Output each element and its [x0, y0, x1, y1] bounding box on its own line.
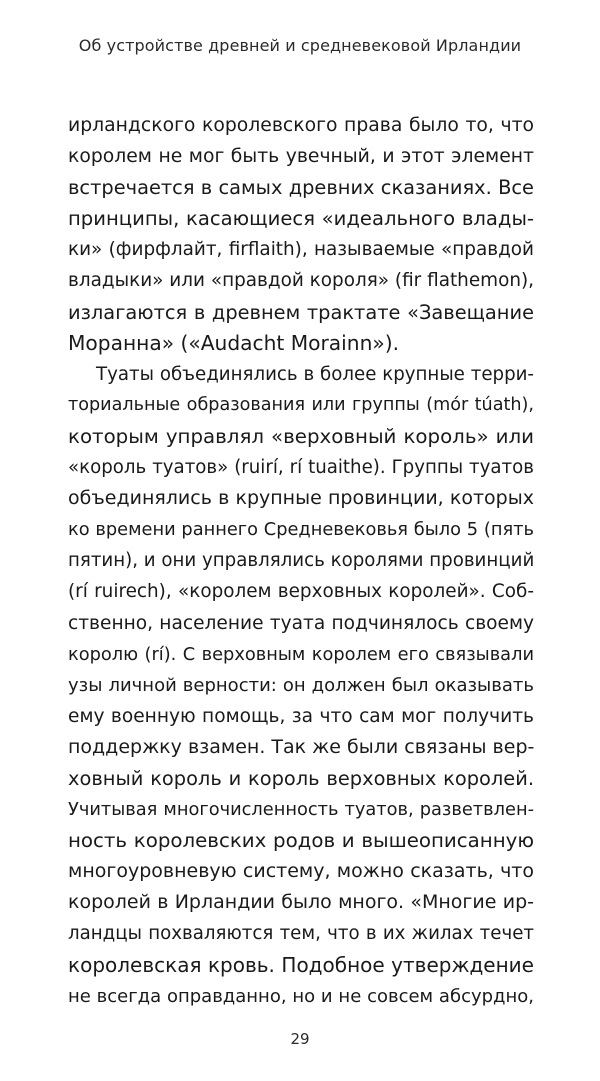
text-line: ко времени раннего Средневековья было 5 (пять: [68, 519, 534, 541]
text-line: владыки» или «правдой короля» (fir flathemon),: [68, 270, 534, 292]
text-line: поддержку взамен. Так же были связаны вер-: [68, 735, 534, 758]
text-line: которым управлял «верховный король» или: [68, 424, 534, 448]
text-line: ки» (фирфлайт, firflaith), называемые «правдой: [68, 239, 534, 261]
text-line: «король туатов» (ruirí, rí tuaithe). Группы туатов: [68, 457, 534, 479]
text-line-paragraph-start: Туаты объединялись в более крупные терри-: [96, 363, 534, 385]
text-line: ториальные образования или группы (mór túath),: [68, 394, 534, 415]
text-line: королей в Ирландии было много. «Многие ир-: [68, 891, 534, 914]
text-line: многоуровневую систему, можно сказать, что: [68, 860, 534, 883]
text-line: излагаются в древнем трактате «Завещание: [68, 300, 534, 324]
body-text: [68, 110, 534, 1012]
running-header: Об устройстве древней и средневековой Ирландии: [78, 36, 522, 55]
text-line: ховный король и король верховных королей.: [68, 766, 534, 790]
text-line: не всегда оправданно, но и не совсем абсурдно,: [68, 985, 534, 1007]
text-line: ственно, население туата подчинялось своему: [68, 612, 534, 634]
text-line: пятин), и они управлялись королями провинций: [68, 550, 534, 572]
text-line: (rí ruirech), «королем верховных королей». Соб-: [68, 581, 534, 603]
text-line-paragraph-end: Моранна» («Audacht Morainn»).: [68, 330, 400, 355]
text-line: узы личной верности: он должен был оказывать: [68, 674, 534, 696]
text-line: объединялись в крупные провинции, которых: [68, 487, 534, 510]
text-line: Учитывая многочисленность туатов, разветвлен-: [68, 799, 534, 821]
text-line: встречается в самых древних сказаниях. Все: [68, 176, 534, 200]
text-line: принципы, касающиеся «идеального влады-: [68, 207, 534, 231]
text-line: ирландского королевского права было то, что: [68, 115, 534, 136]
text-line: королю (rí). С верховным королем его связывали: [68, 643, 534, 665]
text-line: королем не мог быть увечный, и этот элемент: [68, 146, 534, 168]
page-number: 29: [290, 1030, 310, 1048]
text-line: ландцы похваляются тем, что в их жилах течет: [68, 923, 534, 945]
text-line: ему военную помощь, за что сам мог получить: [68, 705, 534, 727]
text-line: ность королевских родов и вышеописанную: [68, 829, 534, 853]
text-line: королевская кровь. Подобное утверждение: [68, 952, 534, 977]
